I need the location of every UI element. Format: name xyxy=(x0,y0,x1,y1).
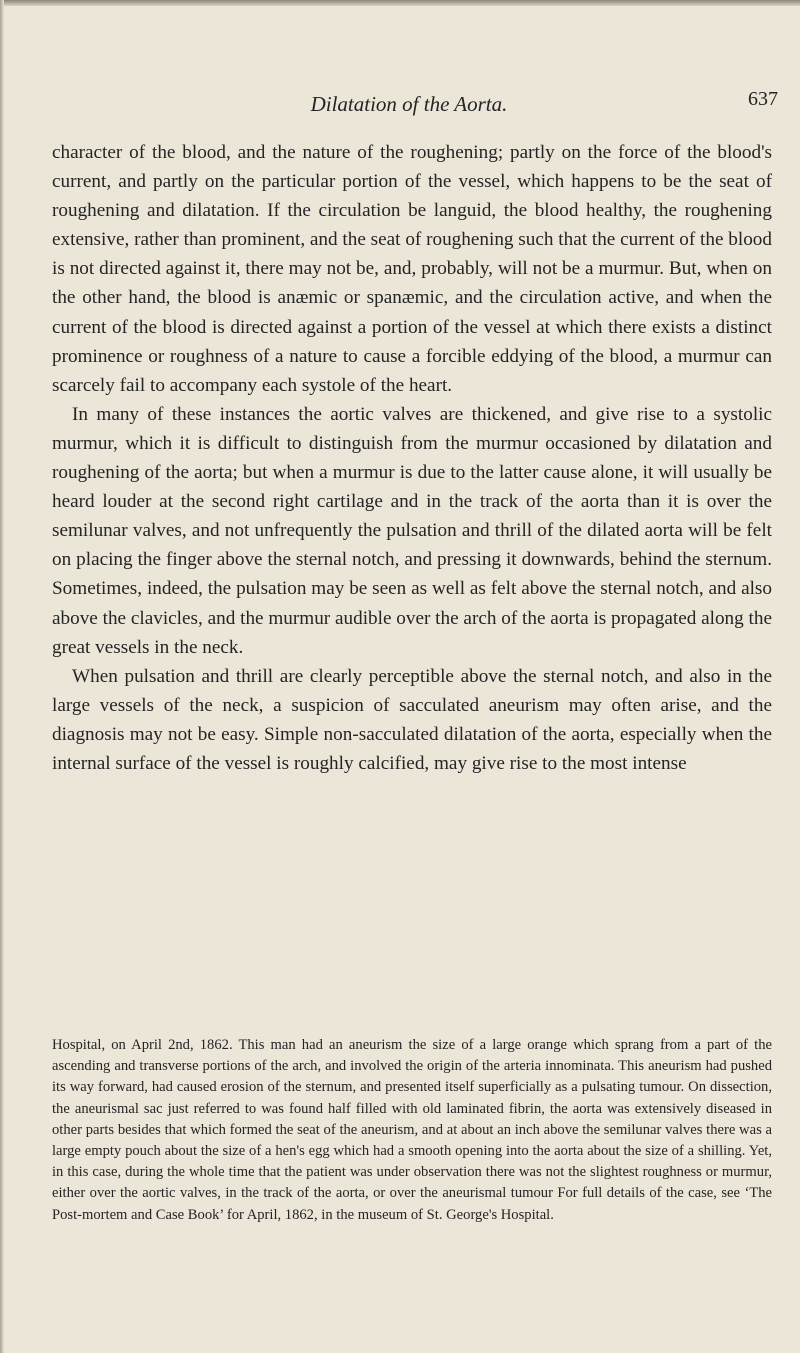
page-number: 637 xyxy=(748,88,778,110)
body-paragraph: character of the blood, and the nature of the roughening; partly on the force of the blood's current, and partly on the particular portion of the vessel, which happens to be the seat of roughening and dilatation. If the circulation be languid, the blood healthy, the roughening extensive, rather than prominent, and the seat of roughening such that the current of the blood is not directed against it, there may not be, and, probably, will not be a murmur. But, when on the other hand, the blood is anæmic or spanæmic, and the circulation active, and when the current of the blood is directed against a portion of the vessel at which there exists a distinct prominence or roughness of a nature to cause a forcible eddying of the blood, a murmur can scarcely fail to accompany each systole of the heart. xyxy=(52,142,772,396)
body-text xyxy=(52,138,772,778)
page-binding-edge xyxy=(0,0,4,1353)
page-top-edge xyxy=(0,0,800,6)
footnote: Hospital, on April 2nd, 1862. This man had an aneurism the size of a large orange which sprang from a part of the ascending and transverse portions of the arch, and involved the origin of the arteria innominata. This aneurism had pushed its way forward, had caused erosion of the sternum, and presented itself superficially as a pulsating tumour. On dissection, the aneurismal sac just referred to was found half filled with old laminated fibrin, the aorta was extensively diseased in other parts besides that which formed the seat of the aneurism, and at about an inch above the semilunar valves there was a large empty pouch about the size of a hen's egg which had a smooth opening into the aorta about the size of a shilling. Yet, in this case, during the whole time that the patient was under observation there was not the slightest roughness or murmur, either over the aortic valves, in the track of the aorta, or over the aneurismal tumour For full details of the case, see ‘The Post-mortem and Case Book’ for April, 1862, in the museum of St. George's Hospital. xyxy=(52,1037,772,1223)
page-header xyxy=(40,88,778,128)
body-paragraph: When pulsation and thrill are clearly perceptible above the sternal notch, and also in the large vessels of the neck, a suspicion of sacculated aneurism may often arise, and the diagnosis may not be easy. Simple non-sacculated dilatation of the aorta, especially when the internal surface of the vessel is roughly calcified, may give rise to the most intense xyxy=(52,665,772,774)
running-title: Dilatation of the Aorta. xyxy=(310,92,508,116)
body-paragraph: In many of these instances the aortic valves are thickened, and give rise to a systolic murmur, which it is difficult to distinguish from the murmur occasioned by dilatation and roughening of the aorta; but when a murmur is due to the latter cause alone, it will usually be heard louder at the second right cartilage and in the track of the aorta than it is over the semilunar valves, and not unfrequently the pulsation and thrill of the dilated aorta will be felt on placing the finger above the sternal notch, and pressing it downwards, behind the sternum. Sometimes, indeed, the pulsation may be seen as well as felt above the sternal notch, and also above the clavicles, and the murmur audible over the arch of the aorta is propagated along the great vessels in the neck. xyxy=(52,403,772,658)
